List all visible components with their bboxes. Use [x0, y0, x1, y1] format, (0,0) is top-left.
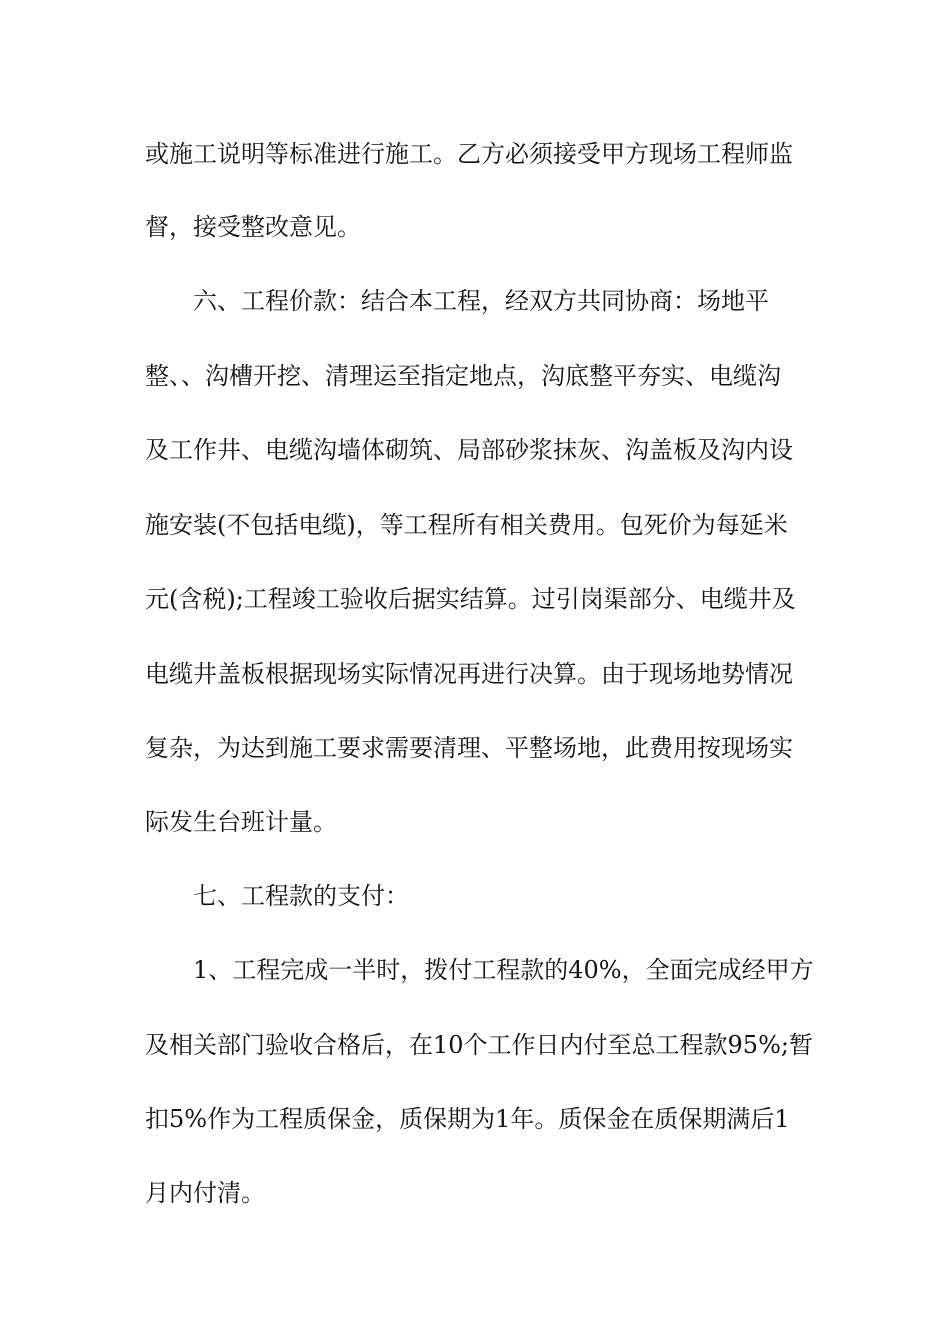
text-line: 复杂，为达到施工要求需要清理、平整场地，此费用按现场实	[145, 734, 793, 762]
text-line: 及工作井、电缆沟墙体砌筑、局部砂浆抹灰、沟盖板及沟内设	[145, 436, 793, 464]
text-line: 督，接受整改意见。	[145, 213, 361, 241]
section-heading-payment: 七、工程款的支付：	[193, 882, 409, 910]
text-line: 整、、沟槽开挖、清理运至指定地点，沟底整平夯实、电缆沟	[145, 362, 781, 390]
text-line: 及相关部门验收合格后，在10个工作日内付至总工程款95%;暂	[145, 1031, 813, 1059]
text-line: 月内付清。	[145, 1179, 265, 1207]
text-line: 或施工说明等标准进行施工。乙方必须接受甲方现场工程师监	[145, 140, 793, 168]
text-line: 扣5%作为工程质保金，质保期为1年。质保金在质保期满后1	[145, 1105, 790, 1133]
text-line: 1、工程完成一半时，拨付工程款的40%，全面完成经甲方	[193, 956, 814, 984]
text-line: 元(含税);工程竣工验收后据实结算。过引岗渠部分、电缆井及	[145, 585, 796, 613]
text-line: 电缆井盖板根据现场实际情况再进行决算。由于现场地势情况	[145, 660, 793, 688]
section-heading-price: 六、工程价款：结合本工程，经双方共同协商：场地平	[193, 287, 769, 315]
text-line: 施安装(不包括电缆)，等工程所有相关费用。包死价为每延米	[145, 511, 788, 539]
text-line: 际发生台班计量。	[145, 808, 337, 836]
